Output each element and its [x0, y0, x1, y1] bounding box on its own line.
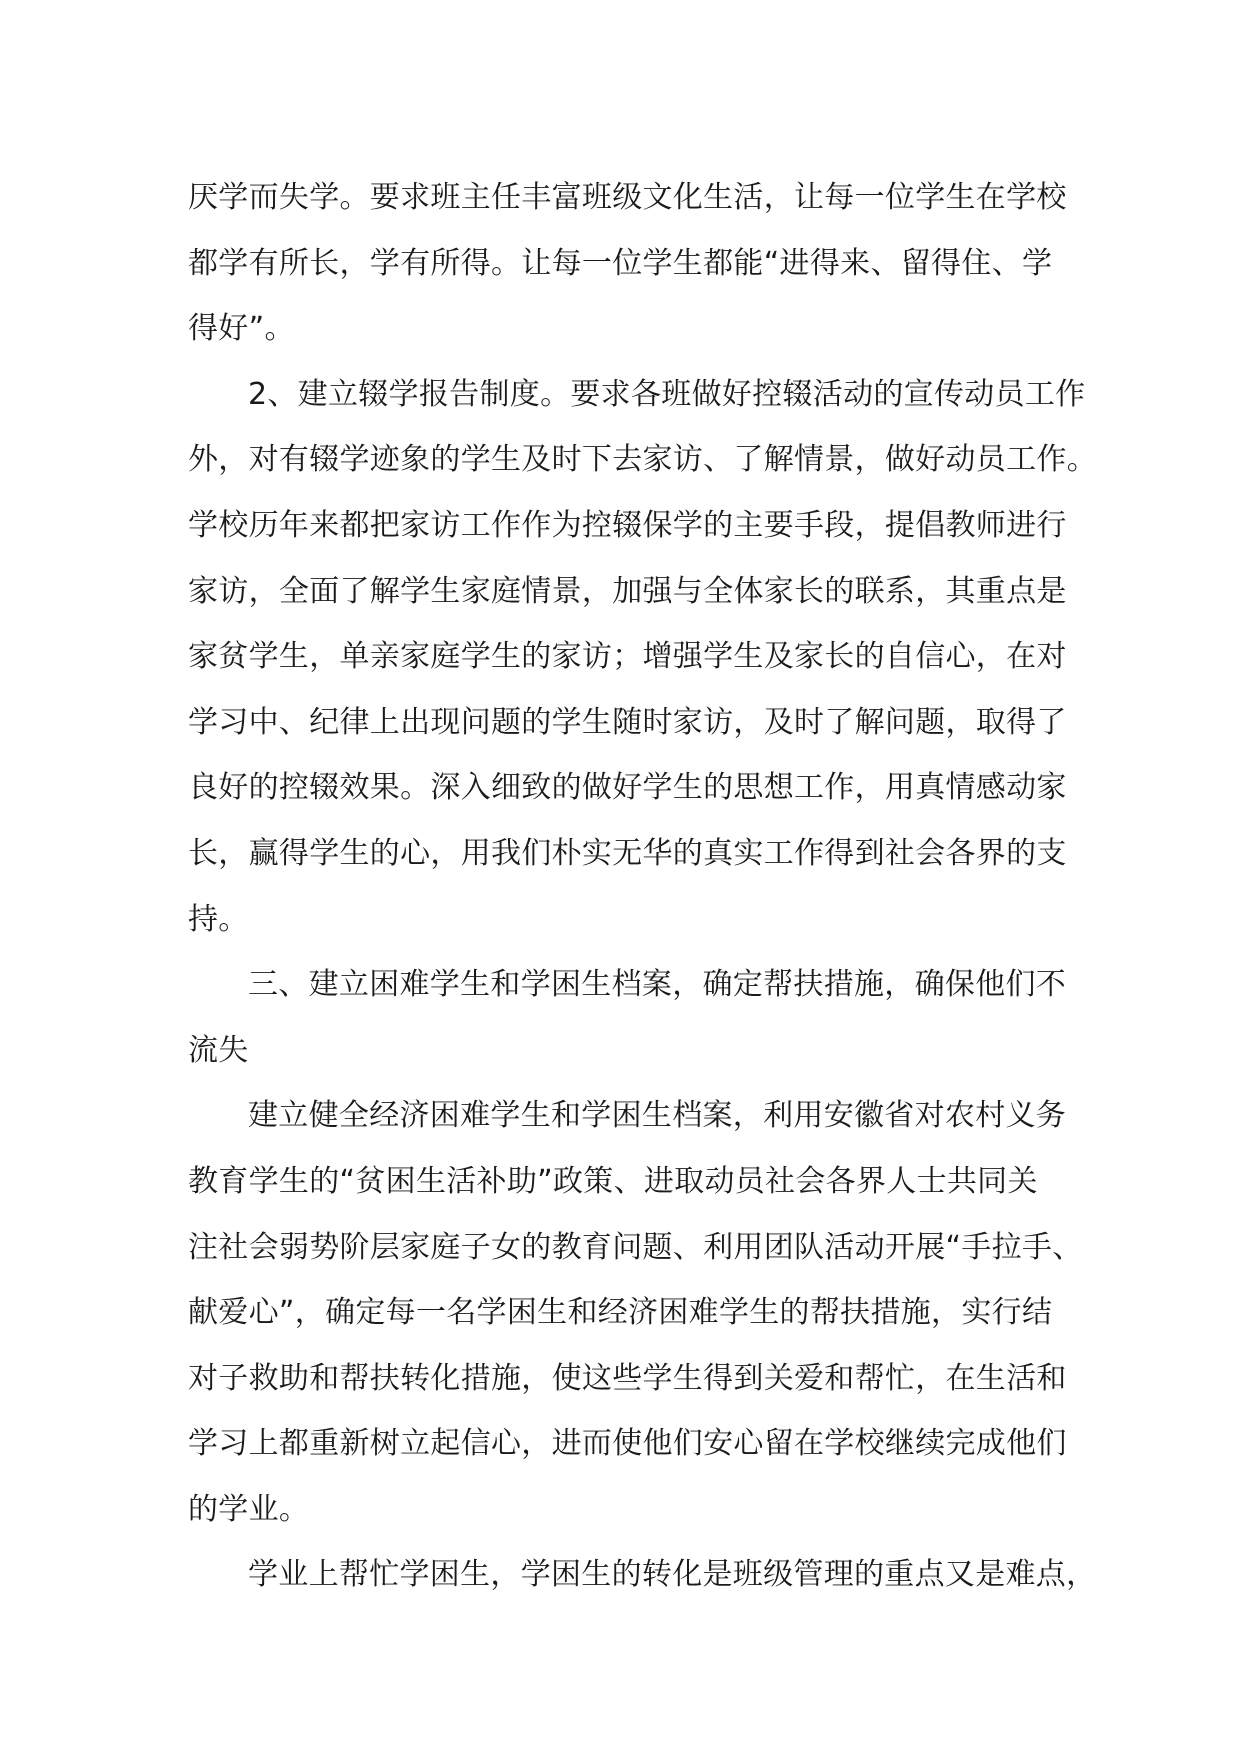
text-line: 家访，全面了解学生家庭情景，加强与全体家长的联系，其重点是 — [188, 573, 1067, 609]
paragraph-start-line: 2、建立辍学报告制度。要求各班做好控辍活动的宣传动员工作 — [248, 376, 1086, 412]
document-body — [188, 165, 1108, 1608]
text-line: 厌学而失学。要求班主任丰富班级文化生活，让每一位学生在学校 — [188, 180, 1067, 215]
text-line: 得好”。 — [188, 311, 295, 347]
text-line: 外，对有辍学迹象的学生及时下去家访、了解情景，做好动员工作。 — [188, 442, 1097, 478]
section-heading-line: 流失 — [188, 1032, 249, 1068]
text-line: 学习上都重新树立起信心，进而使他们安心留在学校继续完成他们 — [188, 1426, 1067, 1462]
text-line: 献爱心”，确定每一名学困生和经济困难学生的帮扶措施，实行结 — [188, 1295, 1053, 1331]
text-line: 持。 — [188, 901, 249, 937]
paragraph-start-line: 学业上帮忙学困生，学困生的转化是班级管理的重点又是难点， — [248, 1557, 1097, 1593]
paragraph-start-line: 建立健全经济困难学生和学困生档案，利用安徽省对农村义务 — [248, 1098, 1067, 1134]
section-heading-line: 三、建立困难学生和学困生档案，确定帮扶措施，确保他们不 — [248, 967, 1067, 1003]
text-line: 学校历年来都把家访工作作为控辍保学的主要手段，提倡教师进行 — [188, 507, 1067, 543]
text-line: 家贫学生，单亲家庭学生的家访；增强学生及家长的自信心，在对 — [188, 639, 1067, 675]
text-line: 注社会弱势阶层家庭子女的教育问题、利用团队活动开展“手拉手、 — [188, 1229, 1083, 1265]
text-line: 教育学生的“贫困生活补助”政策、进取动员社会各界人士共同关 — [188, 1163, 1038, 1199]
text-line: 的学业。 — [188, 1491, 310, 1527]
text-line: 良好的控辍效果。深入细致的做好学生的思想工作，用真情感动家 — [188, 770, 1067, 806]
text-line: 学习中、纪律上出现问题的学生随时家访，及时了解问题，取得了 — [188, 704, 1067, 740]
text-line: 对子救助和帮扶转化措施，使这些学生得到关爱和帮忙，在生活和 — [188, 1360, 1067, 1396]
text-line: 都学有所长，学有所得。让每一位学生都能“进得来、留得住、学 — [188, 245, 1053, 281]
text-line: 长，赢得学生的心，用我们朴实无华的真实工作得到社会各界的支 — [188, 835, 1067, 871]
